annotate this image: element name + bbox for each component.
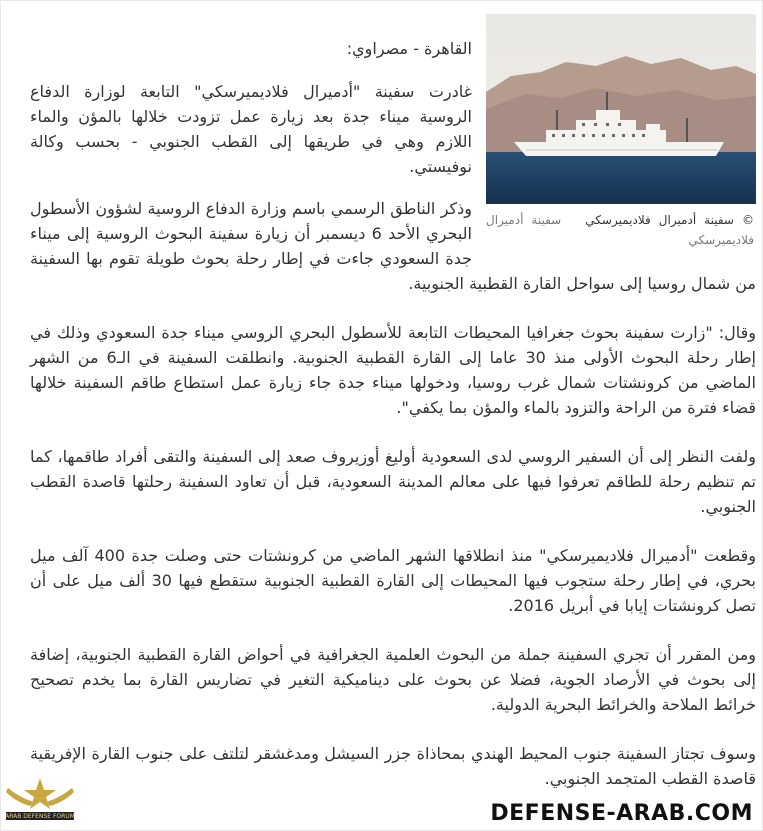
article-paragraph-7: وسوف تجتاز السفينة جنوب المحيط الهندي بمحاذاة جزر السيشل ومدغشقر لتلتف على جنوب القارة الإفريقية قاصدة القطب المتجمد الجنوبي. [30,744,756,788]
article-paragraph-6: ومن المقرر أن تجري السفينة جملة من البحوث العلمية الجغرافية في أحواض القارة القطبية الجنوبية، إضافة إلى بحوث في الأرصاد الجوية، فضلا عن بحوث على ديناميكية التغير في تضاريس القارة بما يخدم تصحيح خرائط الملاحة والخرائط البحرية الدولية. [30,645,756,714]
dateline: القاهرة - مصراوي: [346,39,472,58]
article-paragraph-1: غادرت سفينة "أدميرال فلاديميرسكي" التابعة لوزارة الدفاع الروسية ميناء جدة بعد زيارة عمل تزودت خلالها بالمؤن والماء اللازم وهي في طريقها إلى القطب الجنوبي - بحسب وكالة نوفيستي. [30,82,472,176]
figure-caption [486,204,756,250]
article-paragraph-4: ولفت النظر إلى أن السفير الروسي لدى السعودية أوليغ أوزيروف صعد إلى السفينة والتقى أفراد طاقمها، كما تم تنظيم رحلة للطاقم تعرفوا فيها على معالم المدينة السعودية، قبل أن تعاود السفينة رحلتها قاصدة القطب الجنوبي. [30,447,756,516]
badge-text: ARAB DEFENSE FORUM [5,813,75,820]
site-watermark: DEFENSE-ARAB.COM [482,799,761,828]
article [30,36,756,815]
article-paragraph-2: وذكر الناطق الرسمي باسم وزارة الدفاع الروسية لشؤون الأسطول البحري الأحد 6 ديسمبر أن زيارة سفينة البحوث الروسية إلى ميناء جدة السعودي جاءت في إطار رحلة بحوث طويلة تقوم بها السفينة من شمال روسيا إلى سواحل القارة القطبية الجنوبية. [30,199,756,293]
forum-logo-icon [0,768,80,831]
article-figure [486,14,756,250]
article-paragraph-3: وقال: "زارت سفينة بحوث جغرافيا المحيطات التابعة للأسطول البحري الروسي ميناء جدة السعودي وذلك في إطار رحلة البحوث الأولى منذ 30 عاما إلى القارة القطبية الجنوبية. وانطلقت السفينة في الـ6 من الشهر الماضي من كرونشتات شمال غرب روسيا، ودخولها ميناء جدة جاء زيارة عمل استطاع طاقم السفينة خلالها قضاء فترة من الراحة والتزود بالماء والمؤن بما يكفي". [30,323,756,417]
photo-credit: © سفينة أدميرال فلاديميرسكي [585,213,755,227]
article-paragraph-5: وقطعت "أدميرال فلاديميرسكي" منذ انطلاقها الشهر الماضي من كرونشتات حتى وصلت جدة 400 آلف ميل بحري، في إطار رحلة ستجوب فيها المحيطات إلى القارة القطبية الجنوبية ستقطع فيها 30 ألف ميل على أن تصل كرونشتات إيابا في أبريل 2016. [30,546,756,615]
caption-text: سفينة أدميرال فلاديميرسكي [486,213,754,247]
ship-photo [486,14,756,204]
